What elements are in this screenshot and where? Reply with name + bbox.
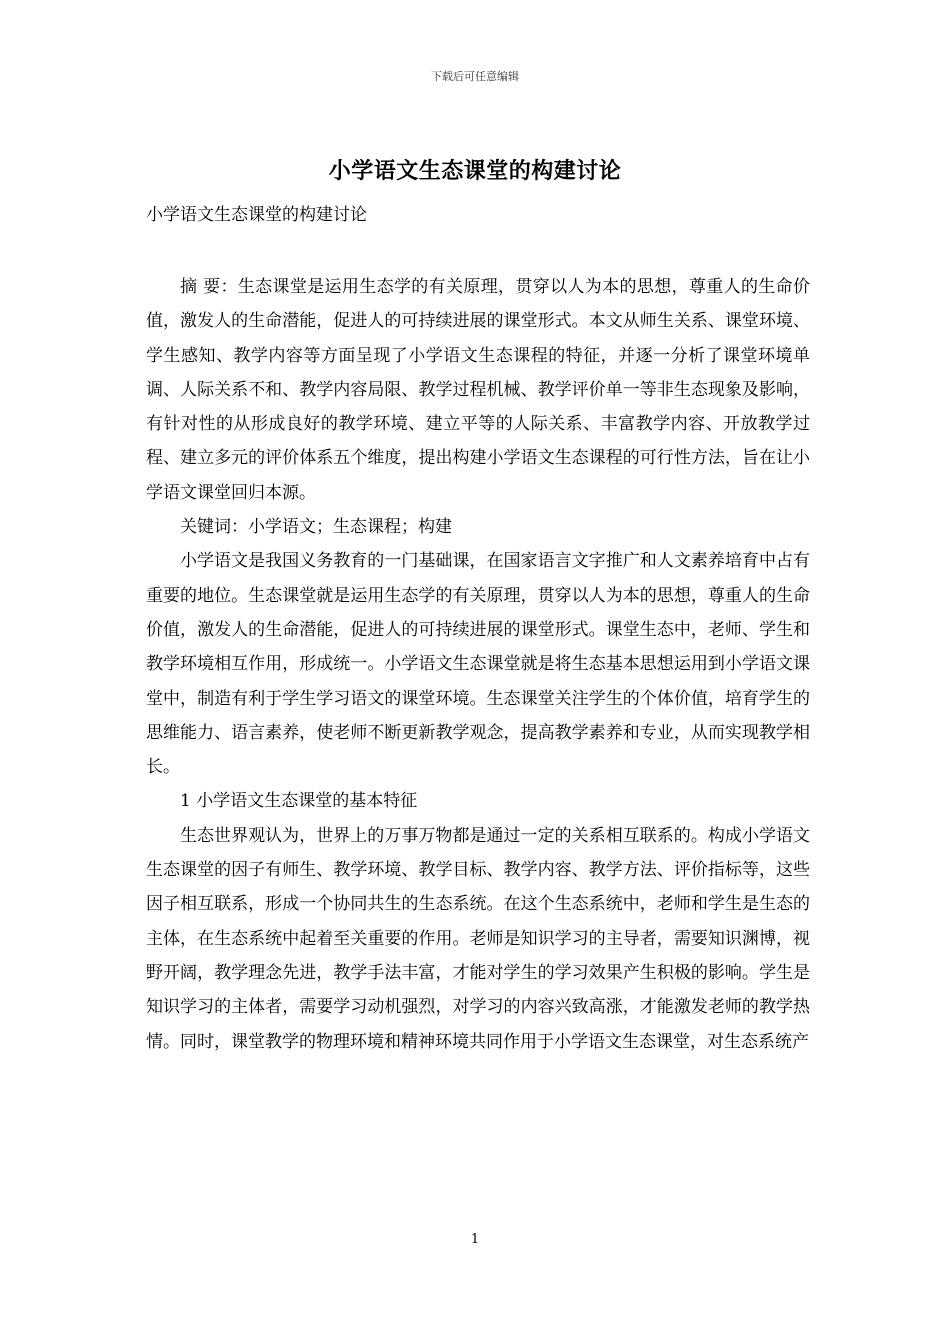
document-title: 小学语文生态课堂的构建讨论: [328, 158, 622, 184]
abstract-paragraph: 摘 要：生态课堂是运用生态学的有关原理，贯穿以人为本的思想，尊重人的生命价值，激发人的生命潜能，促进人的可持续进展的课堂形式。本文从师生关系、课堂环境、学生感知、教学内容等方面呈现了小学语文生态课程的特征，并逐一分析了课堂环境单调、人际关系不和、教学内容局限、教学过程机械、教学评价单一等非生态现象及影响，有针对性的从形成良好的教学环境、建立平等的人际关系、丰富教学内容、开放教学过程、建立多元的评价体系五个维度，提出构建小学语文生态课程的可行性方法，旨在让小学语文课堂回归本源。: [146, 277, 810, 503]
document-body: [146, 270, 810, 1059]
document-subtitle: 小学语文生态课堂的构建讨论: [146, 205, 367, 225]
page-number: 1: [470, 1232, 480, 1247]
intro-paragraph: 小学语文是我国义务教育的一门基础课，在国家语言文字推广和人文素养培育中占有重要的地位。生态课堂就是运用生态学的有关原理，贯穿以人为本的思想，尊重人的生命价值，激发人的生命潜能，促进人的可持续进展的课堂形式。课堂生态中，老师、学生和教学环境相互作用，形成统一。小学语文生态课堂就是将生态基本思想运用到小学语文课堂中，制造有利于学生学习语文的课堂环境。生态课堂关注学生的个体价值，培育学生的思维能力、语言素养，使老师不断更新教学观念，提高教学素养和专业，从而实现教学相长。: [146, 551, 810, 778]
section-heading: 1 小学语文生态课堂的基本特征: [180, 791, 418, 812]
keywords-line: 关键词：小学语文；生态课程；构建: [180, 517, 452, 538]
page-header-note: 下载后可任意编辑: [431, 70, 519, 83]
section-paragraph: 生态世界观认为，世界上的万事万物都是通过一定的关系相互联系的。构成小学语文生态课堂的因子有师生、教学环境、教学目标、教学内容、教学方法、评价指标等，这些因子相互联系，形成一个协同共生的生态系统。在这个生态系统中，老师和学生是生态的主体，在生态系统中起着至关重要的作用。老师是知识学习的主导者，需要知识渊博，视野开阔，教学理念先进，教学手法丰富，才能对学生的学习效果产生积极的影响。学生是知识学习的主体者，需要学习动机强烈，对学习的内容兴致高涨，才能激发老师的教学热情。同时，课堂教学的物理环境和精神环境共同作用于小学语文生态课堂，对生态系统产: [146, 825, 810, 1052]
